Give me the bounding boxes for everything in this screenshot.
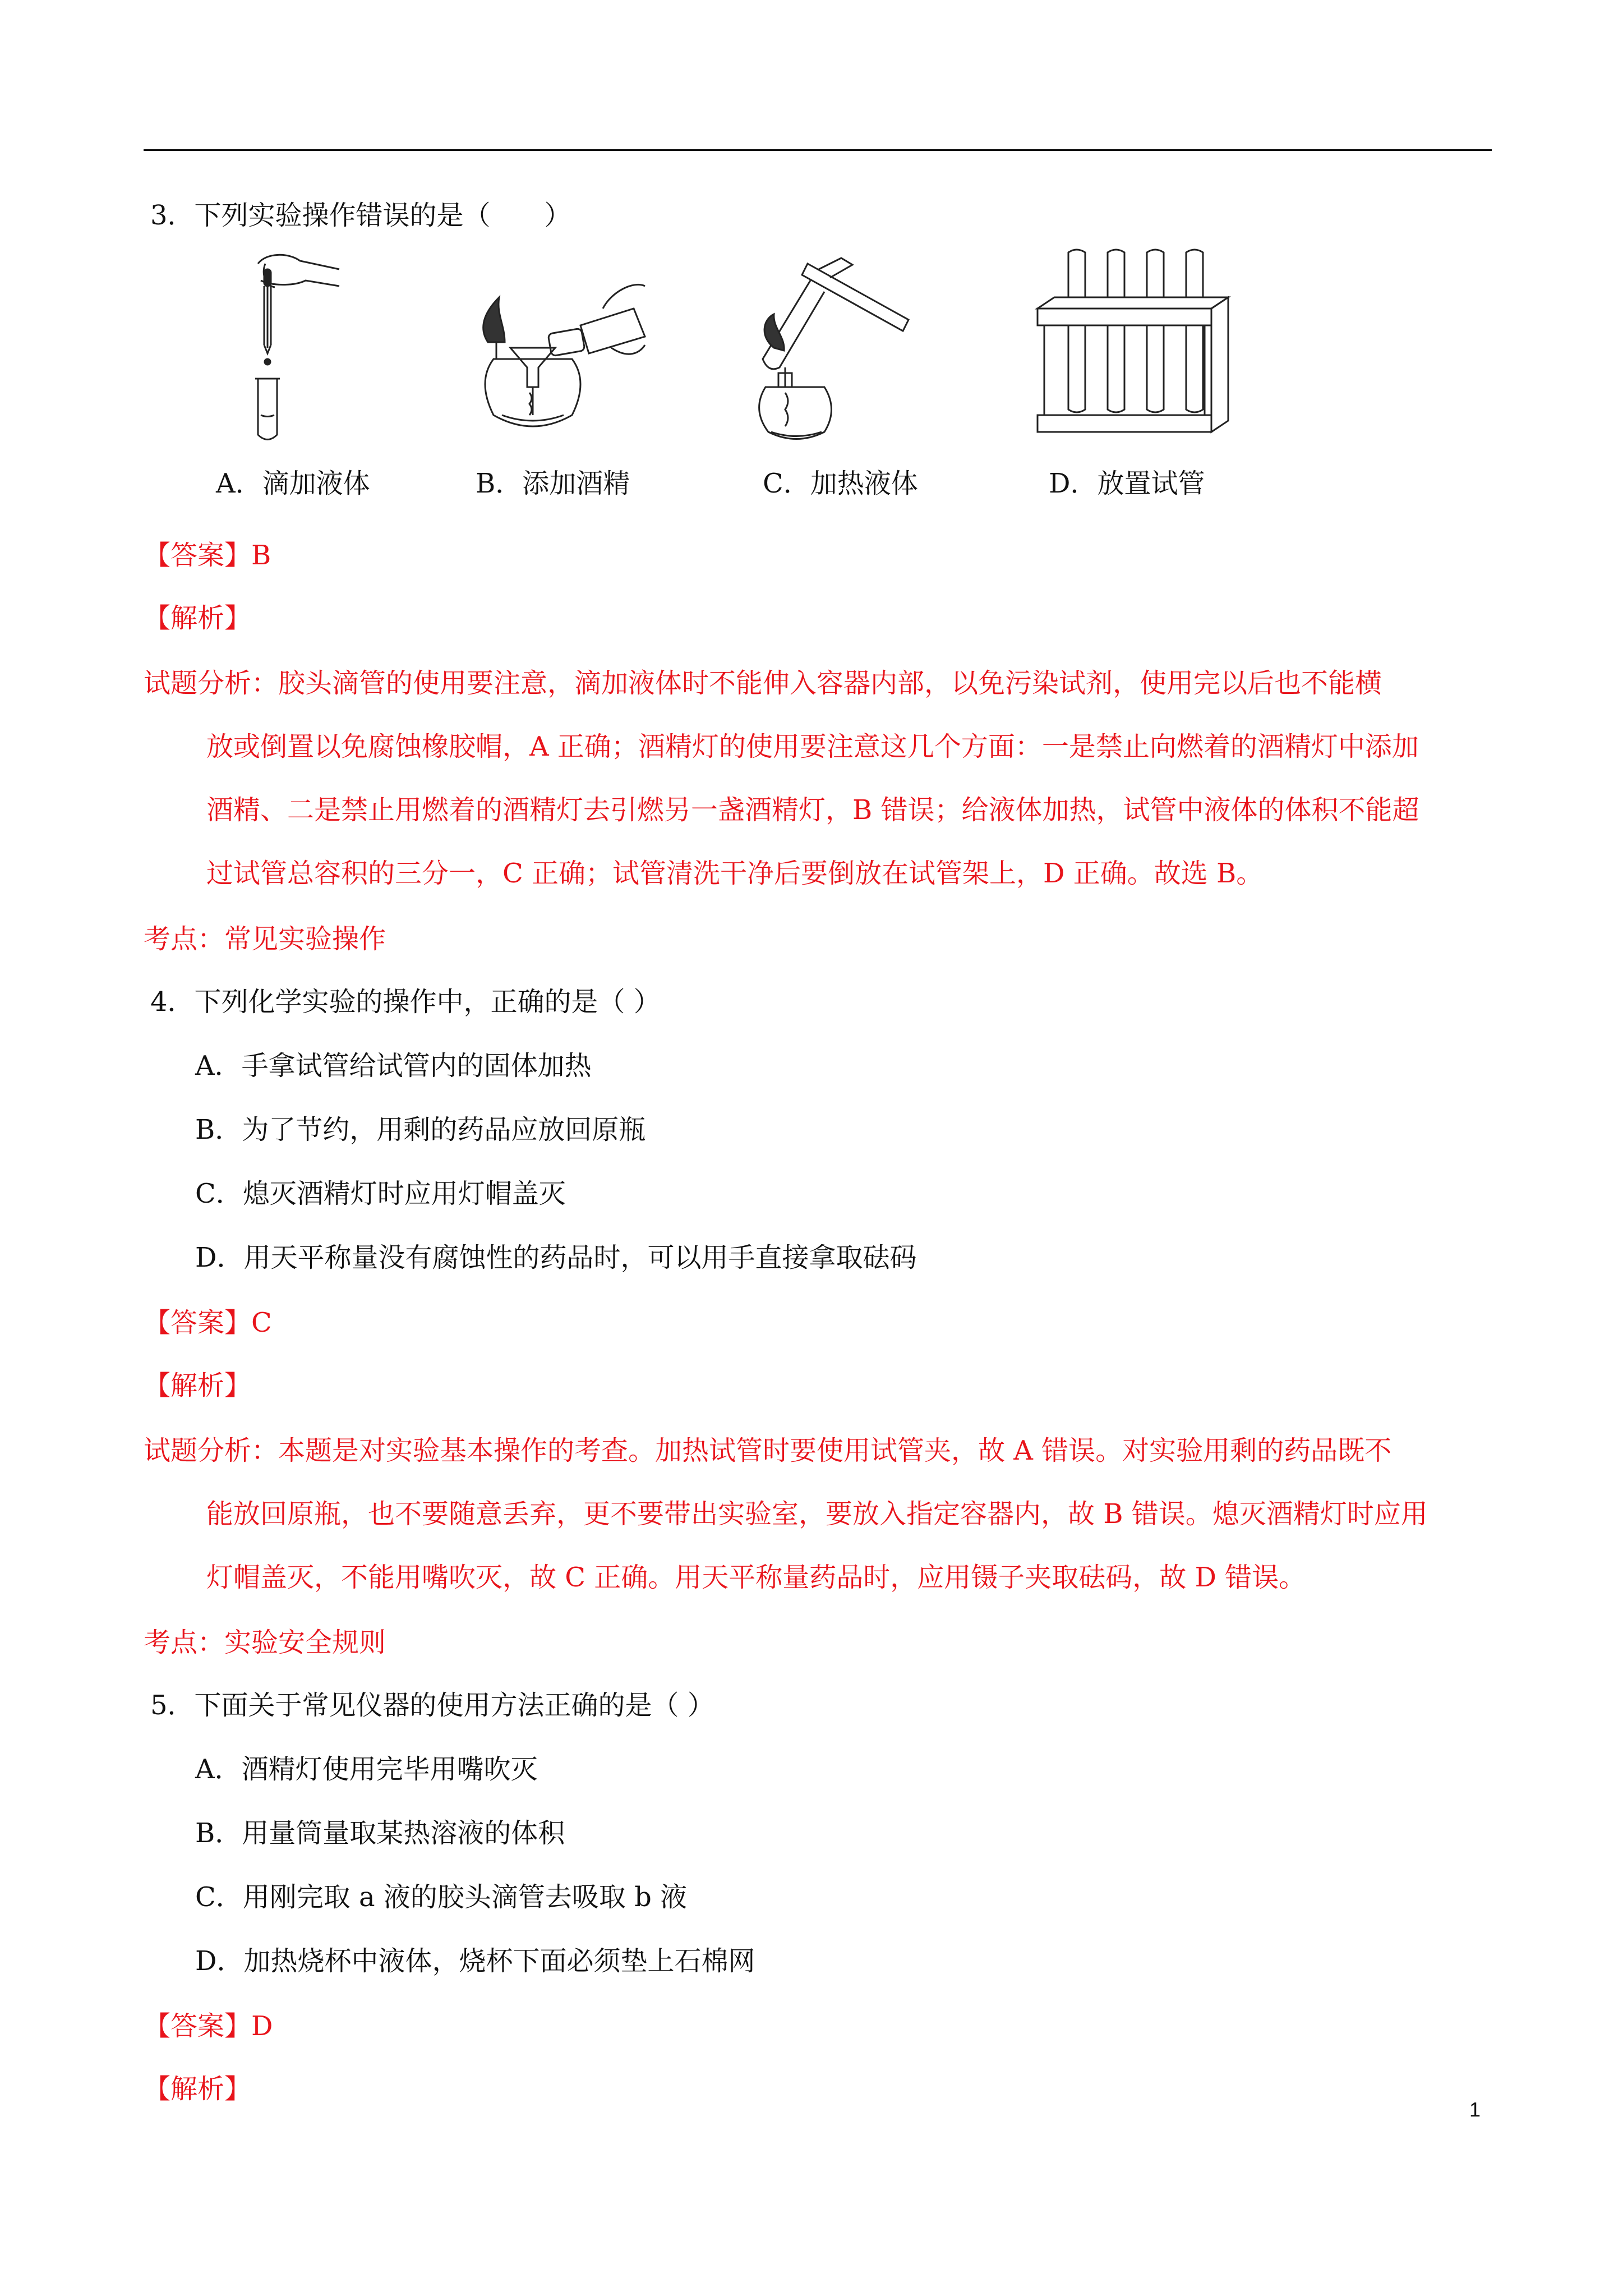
header-rule: [144, 149, 1492, 151]
q5-option-d: D．加热烧杯中液体，烧杯下面必须垫上石棉网: [195, 1945, 755, 1977]
q4-answer-value: C: [251, 1307, 272, 1338]
page-number: 1: [1469, 2098, 1481, 2121]
q3-answer-value: B: [251, 540, 271, 571]
q3-analysis-label: 【解析】: [144, 602, 252, 634]
q3-option-c: C．加热液体: [763, 468, 918, 499]
q3-option-a: A．滴加液体: [216, 468, 370, 499]
dropper-test-tube-icon: [227, 247, 362, 443]
q4-analysis: 试题分析：本题是对实验基本操作的考查。加热试管时要使用试管夹，故 A 错误。对实验用剩的药品既不 能放回原瓶，也不要随意丢弃，更不要带出实验室，要放入指定容器内，故 B 错误。熄灭酒精灯时应用 灯帽盖灭，不能用嘴吹灭，故 C 正确。用天平称量药品时，应用镊子夹取砝码，故 D 错误。: [144, 1435, 1428, 1593]
q4-analysis-label: 【解析】: [144, 1370, 252, 1401]
q4-answer: 【答案】C: [144, 1307, 272, 1338]
alcohol-lamp-refill-icon: [471, 247, 651, 443]
q4-kaodian: 考点：实验安全规则: [144, 1627, 386, 1658]
q3-stem: 3．下列实验操作错误的是（ ）: [150, 200, 571, 231]
q4-option-d: D．用天平称量没有腐蚀性的药品时，可以用手直接拿取砝码: [195, 1242, 917, 1273]
q3-answer: 【答案】B: [144, 540, 271, 571]
q4-option-b: B．为了节约，用剩的药品应放回原瓶: [195, 1114, 646, 1145]
q3-option-b: B．添加酒精: [476, 468, 630, 499]
q5-analysis-label: 【解析】: [144, 2073, 252, 2105]
q4-option-c: C．熄灭酒精灯时应用灯帽盖灭: [195, 1178, 566, 1209]
q5-option-a: A．酒精灯使用完毕用嘴吹灭: [195, 1754, 538, 1785]
q5-answer: 【答案】D: [144, 2010, 273, 2042]
heating-test-tube-icon: [740, 247, 931, 443]
q3-kaodian: 考点：常见实验操作: [144, 923, 386, 955]
q4-stem: 4．下列化学实验的操作中，正确的是（ ）: [150, 986, 661, 1018]
q4-option-a: A．手拿试管给试管内的固体加热: [195, 1050, 592, 1082]
q5-option-c: C．用刚完取 a 液的胶头滴管去吸取 b 液: [195, 1881, 688, 1913]
q5-option-b: B．用量筒量取某热溶液的体积: [195, 1818, 565, 1849]
q3-option-d: D．放置试管: [1049, 468, 1205, 499]
q3-analysis: 试题分析：胶头滴管的使用要注意，滴加液体时不能伸入容器内部，以免污染试剂，使用完以后也不能横 放或倒置以免腐蚀橡胶帽，A 正确；酒精灯的使用要注意这几个方面：一是禁止向燃着的酒精灯中添加 酒精、二是禁止用燃着的酒精灯去引燃另一盏酒精灯，B 错误；给液体加热，试管中液体的体积不能超 过试管总容积的三分一，C 正确；试管清洗干净后要倒放在试管架上，D 正确。故选 B。: [144, 668, 1419, 889]
test-tube-rack-icon: [1032, 247, 1234, 443]
q5-answer-value: D: [251, 2010, 273, 2042]
q5-stem: 5．下面关于常见仪器的使用方法正确的是（ ）: [150, 1690, 714, 1721]
